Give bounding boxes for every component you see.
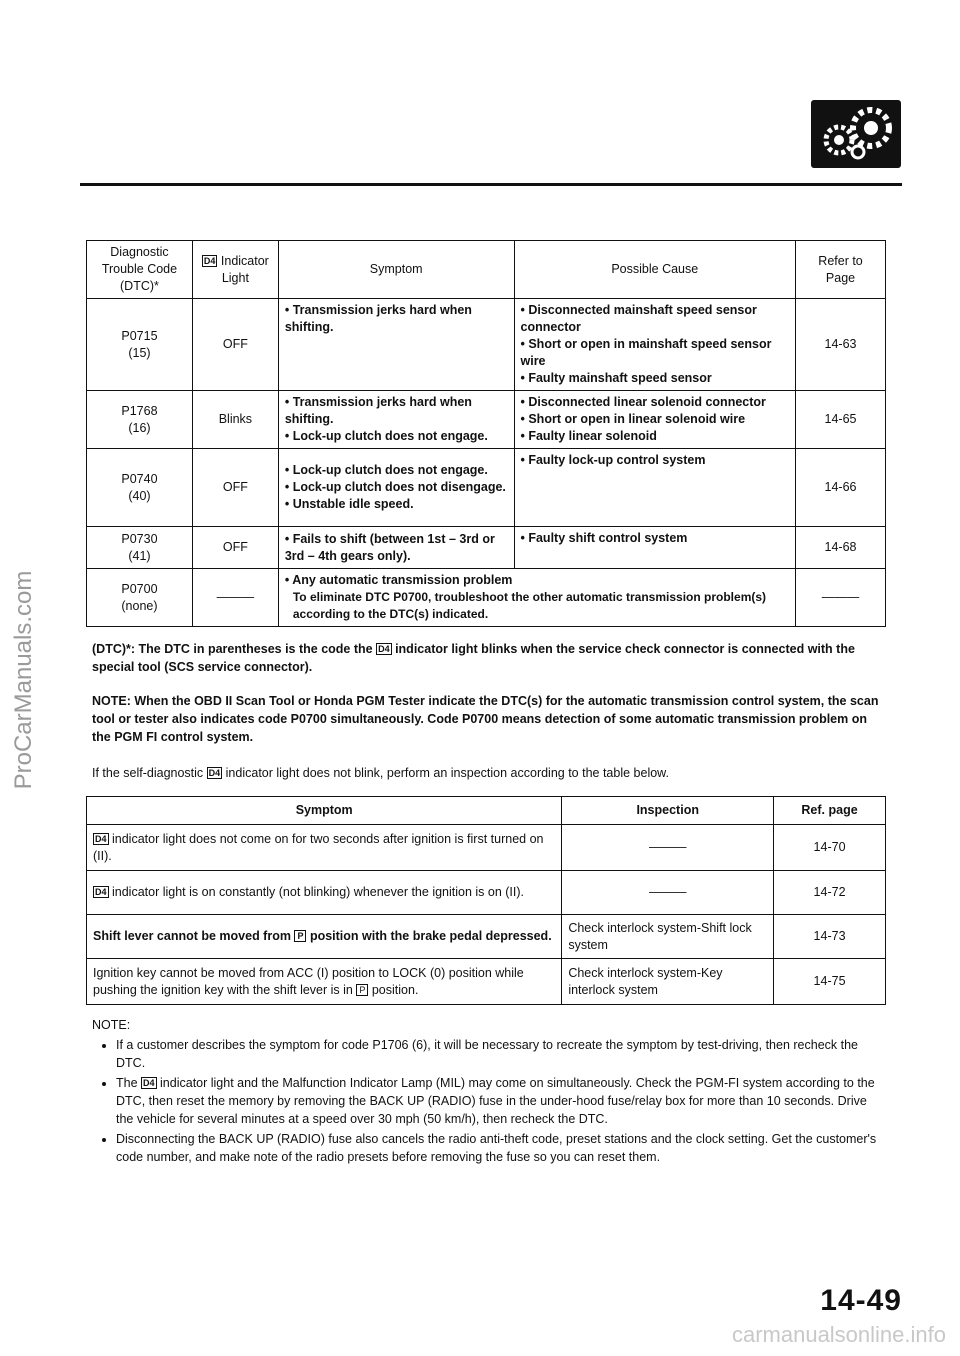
inspection-header-cell: Inspection bbox=[562, 797, 774, 825]
cause-cell: • Disconnected linear solenoid connector • Short or open in linear solenoid wire • Faulty linear solenoid bbox=[514, 391, 796, 449]
indicator-state: ——— bbox=[192, 569, 278, 627]
d4-indicator-icon: D4 bbox=[143, 1078, 155, 1088]
dtc-table bbox=[86, 240, 886, 627]
page-ref: 14-66 bbox=[796, 449, 886, 527]
d4-indicator-icon: D4 bbox=[378, 644, 390, 654]
indicator-state: Blinks bbox=[192, 391, 278, 449]
ref-cell: 14-72 bbox=[774, 871, 886, 915]
list-item: • Disconnecting the BACK UP (RADIO) fuse also cancels the radio anti-theft code, preset stations and the clock setting. Get the customer's code number, and make note of the radio presets before removing the fuse so you can reset them. bbox=[116, 1130, 886, 1166]
inspection-cell: ——— bbox=[562, 871, 774, 915]
page-ref: 14-68 bbox=[796, 527, 886, 569]
table-row bbox=[87, 449, 886, 527]
inspection-cell: Check interlock system-Key interlock system bbox=[562, 959, 774, 1005]
dtc-code: P0730 (41) bbox=[87, 527, 193, 569]
table-row bbox=[87, 825, 886, 871]
symptom-cell: Shift lever cannot be moved from P position with the brake pedal depressed. bbox=[87, 915, 562, 959]
d4-indicator-icon: D4 bbox=[208, 768, 221, 778]
notes-section bbox=[92, 1016, 886, 1168]
indicator-header: D4 Indicator Light bbox=[192, 241, 278, 299]
indicator-state: OFF bbox=[192, 527, 278, 569]
table-row bbox=[87, 527, 886, 569]
list-item: • If a customer describes the symptom for code P1706 (6), it will be necessary to recreate the symptom by test-driving, then recheck the DTC. bbox=[116, 1036, 886, 1072]
symptom-span-cell: • Any automatic transmission problem To eliminate DTC P0700, troubleshoot the other automatic transmission problem(s) according to the DTC(s) indicated. bbox=[278, 569, 795, 627]
bottom-watermark: carmanualsonline.info bbox=[731, 1322, 946, 1347]
ref-header: Ref. page bbox=[774, 797, 886, 825]
dtc-footnote: (DTC)*: The DTC in parentheses is the code the D4 indicator light blinks when the service check connector is connected with the special tool (SCS service connector). bbox=[92, 642, 855, 674]
page-ref: 14-63 bbox=[796, 299, 886, 391]
dtc-table-header bbox=[87, 241, 886, 299]
page-ref: 14-65 bbox=[796, 391, 886, 449]
symptom-cell: Ignition key cannot be moved from ACC (I) position to LOCK (0) position while pushing the ignition key with the shift lever is in P position. bbox=[87, 959, 562, 1005]
ref-cell: 14-70 bbox=[774, 825, 886, 871]
notes-list bbox=[92, 1036, 886, 1166]
cause-cell: • Faulty lock-up control system bbox=[514, 449, 796, 527]
cause-header: Possible Cause bbox=[514, 241, 796, 299]
symptom-cell: • Transmission jerks hard when shifting. • Lock-up clutch does not engage. bbox=[278, 391, 514, 449]
inspection-cell: ——— bbox=[562, 825, 774, 871]
ref-cell: 14-75 bbox=[774, 959, 886, 1005]
dtc-header: Diagnostic Trouble Code (DTC)* bbox=[87, 241, 193, 299]
symptom-cell: D4 indicator light is on constantly (not blinking) whenever the ignition is on (II). bbox=[87, 871, 562, 915]
inspection-cell: Check interlock system-Shift lock system bbox=[562, 915, 774, 959]
table-row bbox=[87, 569, 886, 627]
d4-indicator-icon: D4 bbox=[95, 887, 107, 897]
table-row bbox=[87, 915, 886, 959]
header-rule bbox=[80, 183, 902, 186]
dtc-code: P0715 (15) bbox=[87, 299, 193, 391]
list-item: • The D4 indicator light and the Malfunction Indicator Lamp (MIL) may come on simultaneously. Check the PGM-FI system according to the DTC, then reset the memory by removing the BACK UP (RADIO) fuse in the under-hood fuse/relay box for more than 10 seconds. Drive the vehicle for several minutes at a speed over 30 mph (50 km/h), then recheck the DTC. bbox=[116, 1074, 886, 1128]
symptom-cell: • Lock-up clutch does not engage. • Lock-up clutch does not disengage. • Unstable idle speed. bbox=[278, 449, 514, 527]
symptom-header: Symptom bbox=[87, 797, 562, 825]
d4-indicator-icon: D4 bbox=[95, 833, 107, 844]
side-watermark: ProCarManuals.com bbox=[10, 570, 37, 790]
symptom-cell: D4 indicator light does not come on for two seconds after ignition is first turned on (II). bbox=[87, 825, 562, 871]
page-ref: ——— bbox=[796, 569, 886, 627]
dtc-code: P0740 (40) bbox=[87, 449, 193, 527]
cause-cell: • Faulty shift control system bbox=[514, 527, 796, 569]
note-scan-tool: NOTE: When the OBD II Scan Tool or Honda PGM Tester indicate the DTC(s) for the automatic transmission control system, the scan tool or tester also indicates code P0700 simultaneously. Code P0700 means detection of some automatic transmission problem on the PGM FI control system. bbox=[92, 694, 879, 744]
inspection-table bbox=[86, 796, 886, 1005]
d4-indicator-icon: D4 bbox=[203, 255, 216, 266]
table-row bbox=[87, 871, 886, 915]
indicator-state: OFF bbox=[192, 299, 278, 391]
park-position-icon: P bbox=[356, 984, 368, 996]
transmission-gear-logo-icon bbox=[811, 100, 901, 168]
dtc-code: P0700 (none) bbox=[87, 569, 193, 627]
self-diagnostic-intro: If the self-diagnostic D4 indicator light does not blink, perform an inspection according to the table below. bbox=[92, 766, 669, 780]
ref-cell: 14-73 bbox=[774, 915, 886, 959]
indicator-state: OFF bbox=[192, 449, 278, 527]
notes-title: NOTE: bbox=[92, 1018, 131, 1032]
table-row bbox=[87, 299, 886, 391]
cause-cell: • Disconnected mainshaft speed sensor connector • Short or open in mainshaft speed sensor wire • Faulty mainshaft speed sensor bbox=[514, 299, 796, 391]
symptom-cell: • Fails to shift (between 1st – 3rd or 3rd – 4th gears only). bbox=[278, 527, 514, 569]
table-row bbox=[87, 391, 886, 449]
dtc-code: P1768 (16) bbox=[87, 391, 193, 449]
page-header: Refer to Page bbox=[796, 241, 886, 299]
park-position-icon: P bbox=[294, 930, 306, 942]
page-number: 14-49 bbox=[820, 1284, 902, 1317]
inspection-header bbox=[87, 797, 886, 825]
symptom-header: Symptom bbox=[278, 241, 514, 299]
table-row bbox=[87, 959, 886, 1005]
symptom-cell: • Transmission jerks hard when shifting. bbox=[278, 299, 514, 391]
